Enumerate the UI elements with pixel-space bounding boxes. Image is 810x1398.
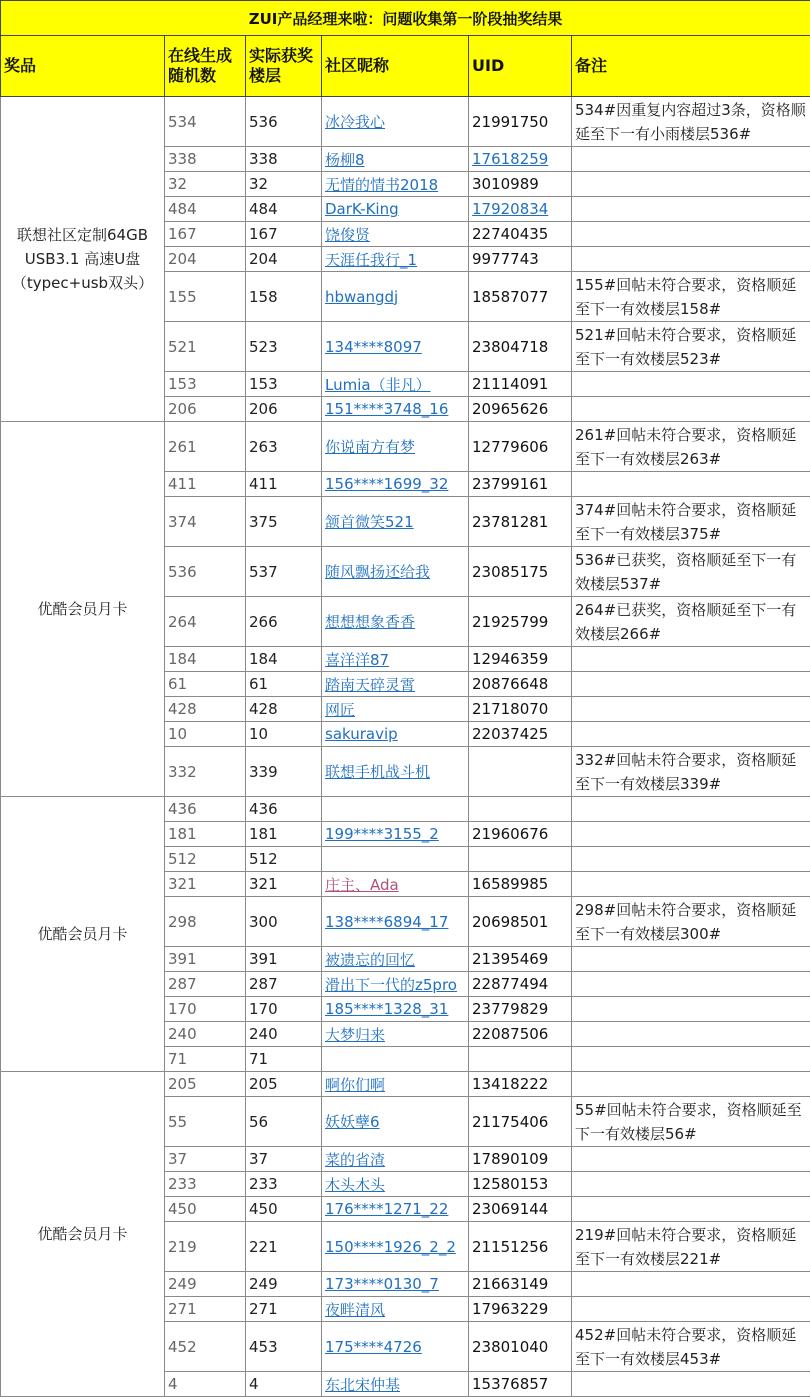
nickname-link[interactable]: 庄主、Ada bbox=[325, 875, 399, 894]
uid-cell: 12946359 bbox=[469, 647, 572, 672]
note-cell bbox=[572, 997, 810, 1022]
nickname-cell bbox=[322, 1147, 469, 1172]
header-random: 在线生成随机数 bbox=[165, 36, 246, 97]
nickname-cell bbox=[322, 897, 469, 947]
uid-cell: 21991750 bbox=[469, 97, 572, 147]
uid-cell: 23801040 bbox=[469, 1322, 572, 1372]
note-cell bbox=[572, 697, 810, 722]
floor-cell: 271 bbox=[246, 1297, 322, 1322]
uid-cell bbox=[469, 797, 572, 822]
uid-cell: 17963229 bbox=[469, 1297, 572, 1322]
floor-cell: 205 bbox=[246, 1072, 322, 1097]
nickname-cell bbox=[322, 1047, 469, 1072]
header-nickname: 社区昵称 bbox=[322, 36, 469, 97]
prize-cell: 优酷会员月卡 bbox=[1, 1072, 165, 1397]
nickname-link[interactable]: 踏南天碎灵霄 bbox=[325, 675, 416, 694]
nickname-link[interactable]: 啊你们啊 bbox=[325, 1075, 386, 1094]
nickname-link[interactable]: 被遗忘的回忆 bbox=[325, 950, 416, 969]
uid-cell bbox=[469, 197, 572, 222]
nickname-cell bbox=[322, 647, 469, 672]
note-cell bbox=[572, 222, 810, 247]
uid-cell: 21175406 bbox=[469, 1097, 572, 1147]
nickname-cell bbox=[322, 222, 469, 247]
floor-cell: 37 bbox=[246, 1147, 322, 1172]
floor-cell: 71 bbox=[246, 1047, 322, 1072]
floor-cell: 266 bbox=[246, 597, 322, 647]
nickname-link[interactable]: 天涯任我行_1 bbox=[325, 250, 418, 269]
floor-cell: 170 bbox=[246, 997, 322, 1022]
nickname-link[interactable]: 无情的情书2018 bbox=[325, 175, 439, 194]
uid-link[interactable]: 17618259 bbox=[472, 150, 549, 168]
note-cell bbox=[572, 822, 810, 847]
header-note: 备注 bbox=[572, 36, 810, 97]
header-floor: 实际获奖楼层 bbox=[246, 36, 322, 97]
note-cell bbox=[572, 672, 810, 697]
random-number-cell: 321 bbox=[165, 872, 246, 897]
random-number-cell: 249 bbox=[165, 1272, 246, 1297]
floor-cell: 512 bbox=[246, 847, 322, 872]
floor-cell: 206 bbox=[246, 397, 322, 422]
nickname-cell bbox=[322, 247, 469, 272]
note-cell bbox=[572, 1047, 810, 1072]
uid-cell: 3010989 bbox=[469, 172, 572, 197]
uid-cell: 17890109 bbox=[469, 1147, 572, 1172]
nickname-cell bbox=[322, 547, 469, 597]
floor-cell: 375 bbox=[246, 497, 322, 547]
nickname-link[interactable]: 杨柳8 bbox=[325, 150, 365, 169]
note-cell bbox=[572, 247, 810, 272]
floor-cell: 263 bbox=[246, 422, 322, 472]
random-number-cell: 37 bbox=[165, 1147, 246, 1172]
nickname-link[interactable]: 想想想象香香 bbox=[325, 613, 416, 631]
uid-cell: 23085175 bbox=[469, 547, 572, 597]
floor-cell: 61 bbox=[246, 672, 322, 697]
floor-cell: 184 bbox=[246, 647, 322, 672]
prize-cell: 联想社区定制64GB USB3.1 高速U盘（typec+usb双头） bbox=[1, 97, 165, 422]
note-cell bbox=[572, 1197, 810, 1222]
nickname-cell bbox=[322, 822, 469, 847]
nickname-link[interactable]: 156****1699_32 bbox=[325, 475, 449, 493]
nickname-link[interactable]: sakuravip bbox=[325, 725, 398, 743]
floor-cell: 436 bbox=[246, 797, 322, 822]
floor-cell: 233 bbox=[246, 1172, 322, 1197]
uid-cell: 23781281 bbox=[469, 497, 572, 547]
random-number-cell: 271 bbox=[165, 1297, 246, 1322]
floor-cell: 484 bbox=[246, 197, 322, 222]
uid-cell: 23799161 bbox=[469, 472, 572, 497]
nickname-link[interactable]: 134****8097 bbox=[325, 337, 422, 356]
nickname-cell bbox=[322, 847, 469, 872]
uid-cell: 21151256 bbox=[469, 1222, 572, 1272]
note-cell: 155#回帖未符合要求，资格顺延至下一有效楼层158# bbox=[572, 272, 810, 322]
random-number-cell: 287 bbox=[165, 972, 246, 997]
note-cell bbox=[572, 1072, 810, 1097]
nickname-link[interactable]: 颔首微笑521 bbox=[325, 513, 414, 531]
random-number-cell: 61 bbox=[165, 672, 246, 697]
nickname-link[interactable]: 木头木头 bbox=[325, 1175, 386, 1194]
note-cell bbox=[572, 172, 810, 197]
random-number-cell: 374 bbox=[165, 497, 246, 547]
table-row bbox=[1, 1072, 810, 1097]
floor-cell: 339 bbox=[246, 747, 322, 797]
random-number-cell: 233 bbox=[165, 1172, 246, 1197]
nickname-link[interactable]: DarK-King bbox=[325, 200, 399, 218]
floor-cell: 321 bbox=[246, 872, 322, 897]
random-number-cell: 452 bbox=[165, 1322, 246, 1372]
random-number-cell: 428 bbox=[165, 697, 246, 722]
note-cell bbox=[572, 197, 810, 222]
note-cell bbox=[572, 397, 810, 422]
random-number-cell: 205 bbox=[165, 1072, 246, 1097]
nickname-cell bbox=[322, 1097, 469, 1147]
uid-cell: 12779606 bbox=[469, 422, 572, 472]
note-cell: 332#回帖未符合要求，资格顺延至下一有效楼层339# bbox=[572, 747, 810, 797]
nickname-link[interactable]: 饶俊贤 bbox=[325, 225, 371, 244]
nickname-cell bbox=[322, 97, 469, 147]
nickname-cell bbox=[322, 1072, 469, 1097]
random-number-cell: 391 bbox=[165, 947, 246, 972]
floor-cell: 167 bbox=[246, 222, 322, 247]
nickname-link[interactable]: 联想手机战斗机 bbox=[325, 763, 431, 781]
uid-cell: 22037425 bbox=[469, 722, 572, 747]
note-cell: 452#回帖未符合要求，资格顺延至下一有效楼层453# bbox=[572, 1322, 810, 1372]
nickname-link[interactable]: hbwangdj bbox=[325, 287, 399, 306]
floor-cell: 450 bbox=[246, 1197, 322, 1222]
note-cell bbox=[572, 847, 810, 872]
uid-cell: 9977743 bbox=[469, 247, 572, 272]
nickname-cell bbox=[322, 1297, 469, 1322]
random-number-cell: 411 bbox=[165, 472, 246, 497]
floor-cell: 300 bbox=[246, 897, 322, 947]
floor-cell: 153 bbox=[246, 372, 322, 397]
uid-cell: 21925799 bbox=[469, 597, 572, 647]
nickname-cell bbox=[322, 1272, 469, 1297]
nickname-cell bbox=[322, 1197, 469, 1222]
floor-cell: 537 bbox=[246, 547, 322, 597]
random-number-cell: 521 bbox=[165, 322, 246, 372]
table-row bbox=[1, 97, 810, 147]
nickname-cell bbox=[322, 172, 469, 197]
nickname-cell bbox=[322, 672, 469, 697]
note-cell bbox=[572, 1297, 810, 1322]
nickname-cell bbox=[322, 272, 469, 322]
nickname-link[interactable]: 138****6894_17 bbox=[325, 912, 449, 931]
header-prize: 奖品 bbox=[1, 36, 165, 97]
nickname-link[interactable]: 173****0130_7 bbox=[325, 1275, 439, 1293]
uid-cell: 23804718 bbox=[469, 322, 572, 372]
nickname-cell bbox=[322, 422, 469, 472]
nickname-cell bbox=[322, 997, 469, 1022]
floor-cell: 240 bbox=[246, 1022, 322, 1047]
nickname-link[interactable]: 妖妖孽6 bbox=[325, 1113, 380, 1131]
note-cell bbox=[572, 722, 810, 747]
nickname-link[interactable]: 185****1328_31 bbox=[325, 1000, 449, 1018]
uid-cell: 21960676 bbox=[469, 822, 572, 847]
nickname-link[interactable]: 菜的省渣 bbox=[325, 1150, 386, 1169]
nickname-cell bbox=[322, 497, 469, 547]
nickname-link[interactable]: Lumia（非凡） bbox=[325, 375, 431, 394]
uid-cell: 21663149 bbox=[469, 1272, 572, 1297]
random-number-cell: 153 bbox=[165, 372, 246, 397]
nickname-cell bbox=[322, 322, 469, 372]
floor-cell: 428 bbox=[246, 697, 322, 722]
random-number-cell: 298 bbox=[165, 897, 246, 947]
header-uid: UID bbox=[469, 36, 572, 97]
uid-cell: 21395469 bbox=[469, 947, 572, 972]
nickname-cell bbox=[322, 472, 469, 497]
nickname-link[interactable]: 东北宋仲基 bbox=[325, 1375, 401, 1394]
random-number-cell: 261 bbox=[165, 422, 246, 472]
page-title: ZUI产品经理来啦：问题收集第一阶段抽奖结果 bbox=[1, 1, 810, 36]
uid-cell bbox=[469, 1047, 572, 1072]
nickname-cell bbox=[322, 872, 469, 897]
note-cell bbox=[572, 1372, 810, 1397]
prize-cell: 优酷会员月卡 bbox=[1, 422, 165, 797]
floor-cell: 453 bbox=[246, 1322, 322, 1372]
nickname-link[interactable]: 喜洋洋87 bbox=[325, 650, 390, 669]
floor-cell: 338 bbox=[246, 147, 322, 172]
note-cell bbox=[572, 1147, 810, 1172]
random-number-cell: 536 bbox=[165, 547, 246, 597]
random-number-cell: 338 bbox=[165, 147, 246, 172]
nickname-link[interactable]: 175****4726 bbox=[325, 1337, 422, 1356]
nickname-cell bbox=[322, 722, 469, 747]
nickname-cell bbox=[322, 1372, 469, 1397]
random-number-cell: 4 bbox=[165, 1372, 246, 1397]
note-cell: 261#回帖未符合要求，资格顺延至下一有效楼层263# bbox=[572, 422, 810, 472]
floor-cell: 181 bbox=[246, 822, 322, 847]
note-cell: 55#回帖未符合要求，资格顺延至下一有效楼层56# bbox=[572, 1097, 810, 1147]
random-number-cell: 55 bbox=[165, 1097, 246, 1147]
nickname-cell bbox=[322, 1022, 469, 1047]
uid-cell: 22877494 bbox=[469, 972, 572, 997]
nickname-link[interactable]: 滑出下一代的z5pro bbox=[325, 975, 457, 994]
nickname-cell bbox=[322, 972, 469, 997]
uid-cell: 22740435 bbox=[469, 222, 572, 247]
random-number-cell: 184 bbox=[165, 647, 246, 672]
uid-cell: 13418222 bbox=[469, 1072, 572, 1097]
nickname-link[interactable]: 夜畔清风 bbox=[325, 1300, 386, 1319]
nickname-cell bbox=[322, 747, 469, 797]
header-row bbox=[1, 36, 810, 97]
note-cell: 536#已获奖，资格顺延至下一有效楼层537# bbox=[572, 547, 810, 597]
nickname-cell bbox=[322, 1172, 469, 1197]
floor-cell: 204 bbox=[246, 247, 322, 272]
floor-cell: 56 bbox=[246, 1097, 322, 1147]
random-number-cell: 71 bbox=[165, 1047, 246, 1072]
random-number-cell: 436 bbox=[165, 797, 246, 822]
uid-cell: 20876648 bbox=[469, 672, 572, 697]
random-number-cell: 450 bbox=[165, 1197, 246, 1222]
note-cell: 374#回帖未符合要求，资格顺延至下一有效楼层375# bbox=[572, 497, 810, 547]
title-row bbox=[1, 1, 810, 36]
floor-cell: 221 bbox=[246, 1222, 322, 1272]
floor-cell: 391 bbox=[246, 947, 322, 972]
uid-cell: 22087506 bbox=[469, 1022, 572, 1047]
note-cell bbox=[572, 647, 810, 672]
note-cell: 298#回帖未符合要求，资格顺延至下一有效楼层300# bbox=[572, 897, 810, 947]
table-row bbox=[1, 422, 810, 472]
random-number-cell: 534 bbox=[165, 97, 246, 147]
note-cell bbox=[572, 797, 810, 822]
random-number-cell: 204 bbox=[165, 247, 246, 272]
uid-cell: 20698501 bbox=[469, 897, 572, 947]
random-number-cell: 219 bbox=[165, 1222, 246, 1272]
floor-cell: 4 bbox=[246, 1372, 322, 1397]
note-cell bbox=[572, 947, 810, 972]
floor-cell: 536 bbox=[246, 97, 322, 147]
note-cell bbox=[572, 1022, 810, 1047]
note-cell: 521#回帖未符合要求，资格顺延至下一有效楼层523# bbox=[572, 322, 810, 372]
random-number-cell: 181 bbox=[165, 822, 246, 847]
uid-cell: 23779829 bbox=[469, 997, 572, 1022]
uid-cell: 21718070 bbox=[469, 697, 572, 722]
nickname-link[interactable]: 151****3748_16 bbox=[325, 400, 449, 418]
uid-cell bbox=[469, 147, 572, 172]
nickname-cell bbox=[322, 1222, 469, 1272]
floor-cell: 287 bbox=[246, 972, 322, 997]
random-number-cell: 167 bbox=[165, 222, 246, 247]
nickname-cell bbox=[322, 947, 469, 972]
floor-cell: 32 bbox=[246, 172, 322, 197]
note-cell bbox=[572, 1272, 810, 1297]
floor-cell: 523 bbox=[246, 322, 322, 372]
note-cell bbox=[572, 372, 810, 397]
random-number-cell: 264 bbox=[165, 597, 246, 647]
nickname-link[interactable]: 你说南方有梦 bbox=[325, 438, 416, 456]
nickname-cell bbox=[322, 797, 469, 822]
nickname-link[interactable]: 冰冷我心 bbox=[325, 113, 386, 131]
nickname-cell bbox=[322, 1322, 469, 1372]
nickname-cell bbox=[322, 147, 469, 172]
note-cell bbox=[572, 972, 810, 997]
uid-cell: 23069144 bbox=[469, 1197, 572, 1222]
random-number-cell: 32 bbox=[165, 172, 246, 197]
nickname-link[interactable]: 176****1271_22 bbox=[325, 1200, 449, 1218]
nickname-link[interactable]: 150****1926_2_2 bbox=[325, 1237, 456, 1256]
nickname-cell bbox=[322, 597, 469, 647]
random-number-cell: 170 bbox=[165, 997, 246, 1022]
uid-cell bbox=[469, 747, 572, 797]
note-cell: 264#已获奖，资格顺延至下一有效楼层266# bbox=[572, 597, 810, 647]
random-number-cell: 155 bbox=[165, 272, 246, 322]
random-number-cell: 484 bbox=[165, 197, 246, 222]
random-number-cell: 332 bbox=[165, 747, 246, 797]
nickname-link[interactable]: 大梦归来 bbox=[325, 1025, 386, 1044]
uid-cell: 15376857 bbox=[469, 1372, 572, 1397]
note-cell bbox=[572, 472, 810, 497]
note-cell bbox=[572, 872, 810, 897]
nickname-link[interactable]: 网匠 bbox=[325, 700, 356, 719]
note-cell bbox=[572, 1172, 810, 1197]
uid-link[interactable]: 17920834 bbox=[472, 200, 549, 218]
note-cell: 219#回帖未符合要求，资格顺延至下一有效楼层221# bbox=[572, 1222, 810, 1272]
floor-cell: 158 bbox=[246, 272, 322, 322]
floor-cell: 249 bbox=[246, 1272, 322, 1297]
random-number-cell: 206 bbox=[165, 397, 246, 422]
nickname-cell bbox=[322, 697, 469, 722]
uid-cell: 18587077 bbox=[469, 272, 572, 322]
note-cell: 534#因重复内容超过3条，资格顺延至下一有小雨楼层536# bbox=[572, 97, 810, 147]
nickname-cell bbox=[322, 372, 469, 397]
nickname-cell bbox=[322, 397, 469, 422]
floor-cell: 411 bbox=[246, 472, 322, 497]
random-number-cell: 10 bbox=[165, 722, 246, 747]
uid-cell: 21114091 bbox=[469, 372, 572, 397]
table-row bbox=[1, 797, 810, 822]
nickname-link[interactable]: 随风飘扬还给我 bbox=[325, 563, 431, 581]
nickname-link[interactable]: 199****3155_2 bbox=[325, 825, 439, 843]
floor-cell: 10 bbox=[246, 722, 322, 747]
uid-cell: 20965626 bbox=[469, 397, 572, 422]
uid-cell: 12580153 bbox=[469, 1172, 572, 1197]
uid-cell: 16589985 bbox=[469, 872, 572, 897]
random-number-cell: 512 bbox=[165, 847, 246, 872]
uid-cell bbox=[469, 847, 572, 872]
random-number-cell: 240 bbox=[165, 1022, 246, 1047]
prize-cell: 优酷会员月卡 bbox=[1, 797, 165, 1072]
note-cell bbox=[572, 147, 810, 172]
nickname-cell bbox=[322, 197, 469, 222]
